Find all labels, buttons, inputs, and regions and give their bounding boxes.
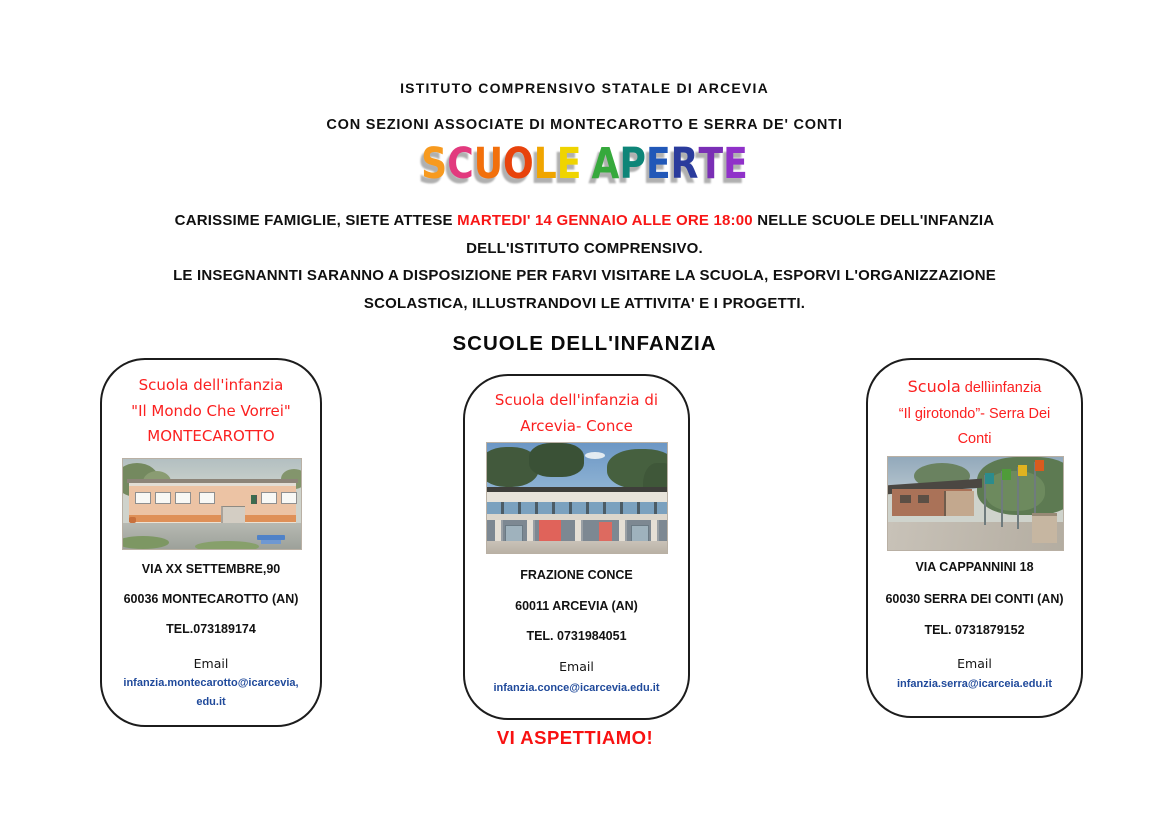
photo-cloud bbox=[585, 452, 605, 459]
address-city: 60036 MONTECAROTTO (AN) bbox=[123, 592, 299, 606]
wordmark-letter: U bbox=[473, 139, 504, 189]
photo-toy bbox=[129, 517, 136, 523]
phone-number: TEL. 0731879152 bbox=[924, 623, 1025, 637]
photo-pedestal bbox=[1032, 513, 1057, 543]
email-link-serra-dei-conti[interactable] bbox=[868, 675, 1081, 694]
wordmark-letter bbox=[581, 165, 591, 183]
school-card-arcevia-conce bbox=[463, 374, 690, 720]
closing-message: VI ASPETTIAMO! bbox=[496, 727, 654, 748]
intro-line1-suffix: NELLE SCUOLE DELL'INFANZIA bbox=[752, 212, 995, 229]
school-photo-arcevia-conce bbox=[486, 442, 668, 554]
card-title-line: MONTECAROTTO bbox=[147, 427, 275, 445]
email-line: edu.it bbox=[196, 696, 226, 708]
card-title-line: "Il Mondo Che Vorrei" bbox=[131, 401, 291, 420]
wordmark-letter: L bbox=[533, 139, 557, 189]
wordmark-letter: P bbox=[619, 139, 646, 189]
wordmark-letter: E bbox=[556, 139, 582, 189]
card-title-line: Scuola dell'infanzia di bbox=[494, 391, 659, 409]
photo-window bbox=[281, 492, 297, 504]
card-title-montecarotto bbox=[102, 373, 320, 450]
address-city: 60030 SERRA DEI CONTI (AN) bbox=[885, 592, 1064, 606]
wordmark-letter: O bbox=[503, 139, 534, 189]
photo-window bbox=[900, 495, 911, 503]
card-title-line: Scuola dell'infanzia bbox=[138, 376, 284, 394]
photo-bench bbox=[257, 535, 285, 540]
photo-pavement bbox=[487, 541, 667, 553]
institute-subtitle: CON SEZIONI ASSOCIATE DI MONTECAROTTO E SERRA DE' CONTI bbox=[326, 117, 843, 133]
photo-window bbox=[155, 492, 171, 504]
intro-line-1 bbox=[0, 207, 1169, 235]
photo-flag-green bbox=[1002, 469, 1011, 480]
photo-fascia bbox=[487, 492, 667, 502]
photo-tree bbox=[985, 471, 1045, 511]
photo-window bbox=[918, 495, 929, 503]
photo-flag bbox=[251, 495, 257, 504]
email-label: Email bbox=[559, 659, 594, 674]
email-link-arcevia-conce[interactable] bbox=[465, 679, 688, 698]
email-label: Email bbox=[193, 656, 229, 671]
wordmark-letter: A bbox=[591, 139, 620, 189]
school-photo-montecarotto bbox=[122, 458, 302, 550]
card-title-word: dellìinfanzia bbox=[960, 380, 1042, 396]
scuole-aperte-wordmark bbox=[94, 139, 1076, 191]
photo-flag-teal bbox=[985, 473, 994, 484]
card-title-line: Arcevia- Conce bbox=[520, 416, 633, 435]
address-street: VIA CAPPANNINI 18 bbox=[915, 560, 1034, 574]
intro-line1-prefix: CARISSIME FAMIGLIE, SIETE ATTESE bbox=[174, 212, 458, 229]
email-line: infanzia.serra@icarceia.edu.it bbox=[896, 678, 1052, 690]
wordmark-letter: T bbox=[698, 139, 724, 189]
email-line: infanzia.conce@icarcevia.edu.it bbox=[493, 682, 660, 694]
school-photo-serra-dei-conti bbox=[887, 456, 1064, 551]
section-title: SCUOLE DELL'INFANZIA bbox=[452, 332, 717, 355]
address-street: VIA XX SETTEMBRE,90 bbox=[141, 562, 281, 576]
wordmark-letter: S bbox=[421, 139, 448, 189]
card-title-arcevia-conce bbox=[465, 388, 688, 439]
school-card-montecarotto bbox=[100, 358, 322, 727]
intro-line-4: SCOLASTICA, ILLUSTRANDOVI LE ATTIVITA' E I PROGETTI. bbox=[363, 294, 806, 312]
photo-red-panel bbox=[599, 522, 612, 542]
wordmark-letter: E bbox=[723, 139, 748, 189]
card-title-line bbox=[868, 374, 1081, 402]
photo-window bbox=[175, 492, 191, 504]
photo-bench bbox=[261, 540, 281, 544]
phone-number: TEL. 0731984051 bbox=[526, 629, 627, 643]
address-city: 60011 ARCEVIA (AN) bbox=[515, 599, 638, 613]
photo-flag-pole bbox=[1017, 467, 1019, 529]
school-card-serra-dei-conti bbox=[866, 358, 1083, 718]
card-title-line: Conti bbox=[957, 431, 992, 447]
photo-window bbox=[199, 492, 215, 504]
wordmark-letter: E bbox=[645, 139, 671, 189]
photo-tree bbox=[529, 443, 584, 477]
email-link-montecarotto[interactable] bbox=[102, 674, 320, 712]
intro-line-3: LE INSEGNANNTI SARANNO A DISPOSIZIONE PER FARVI VISITARE LA SCUOLA, ESPORVI L'ORGANIZZAZIONE bbox=[173, 267, 996, 284]
intro-paragraph bbox=[0, 207, 1169, 317]
photo-flag-orange bbox=[1035, 460, 1044, 471]
wordmark-letter: R bbox=[670, 139, 699, 189]
photo-porch bbox=[944, 491, 974, 516]
email-line: infanzia.montecarotto@icarcevia, bbox=[123, 677, 299, 689]
email-label: Email bbox=[957, 656, 992, 671]
phone-number: TEL.073189174 bbox=[166, 622, 256, 636]
intro-line-2: DELL'ISTITUTO COMPRENSIVO. bbox=[466, 239, 703, 257]
photo-window bbox=[261, 492, 277, 504]
photo-building-band bbox=[129, 515, 296, 522]
event-date-highlight: MARTEDI' 14 GENNAIO ALLE ORE 18:00 bbox=[457, 212, 753, 229]
photo-window-strip bbox=[487, 502, 667, 514]
institute-title: ISTITUTO COMPRENSIVO STATALE DI ARCEVIA bbox=[400, 80, 769, 96]
card-title-line: “Il girotondo”- Serra Dei bbox=[898, 405, 1051, 422]
photo-grass bbox=[195, 541, 259, 550]
wordmark-letter: C bbox=[447, 139, 474, 189]
address-street: FRAZIONE CONCE bbox=[520, 568, 633, 582]
photo-flag-yellow bbox=[1018, 465, 1027, 476]
card-title-word: Scuola bbox=[907, 377, 961, 396]
card-title-serra-dei-conti bbox=[868, 374, 1081, 453]
photo-window bbox=[135, 492, 151, 504]
photo-ramp bbox=[221, 506, 245, 524]
